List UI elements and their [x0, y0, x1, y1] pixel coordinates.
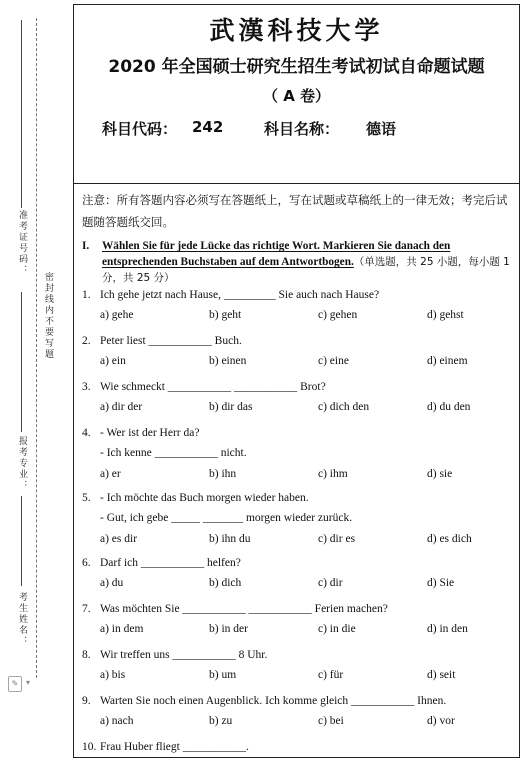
question-text: Wir treffen uns ___________ 8 Uhr. — [100, 649, 268, 661]
question-text: Peter liest ___________ Buch. — [100, 335, 242, 347]
question-number: 4. — [82, 427, 91, 439]
answer-option: b) geht — [209, 309, 242, 321]
answer-option: d) sie — [427, 468, 453, 480]
paste-options-icon[interactable]: ✎ — [8, 676, 22, 692]
question-text-line2: - Ich kenne ___________ nicht. — [100, 447, 247, 459]
chevron-down-icon[interactable]: ▾ — [26, 678, 31, 687]
answer-option: b) dir das — [209, 401, 253, 413]
answer-option: c) dir es — [318, 533, 356, 545]
question-number: 10. — [82, 741, 97, 753]
answer-option: c) dir — [318, 577, 343, 589]
answer-option: b) ihn — [209, 468, 237, 480]
answer-option: d) vor — [427, 715, 455, 727]
question-number: 8. — [82, 649, 91, 661]
name-line — [21, 496, 22, 586]
answer-option: d) du den — [427, 401, 471, 413]
answer-option: a) dir der — [100, 401, 143, 413]
exam-sheet — [73, 4, 520, 758]
exam-notice: 注意：所有答题内容必须写在答题纸上，写在试题或草稿纸上的一律无效；考完后试题随答题纸交回。 — [82, 193, 508, 229]
question-number: 3. — [82, 381, 91, 393]
paper-type: （ A 卷） — [262, 87, 331, 105]
answer-option: d) es dich — [427, 533, 472, 545]
answer-option: d) seit — [427, 669, 456, 681]
question-number: 2. — [82, 335, 91, 347]
answer-option: b) dich — [209, 577, 242, 589]
question-text: - Ich möchte das Buch morgen wieder haben. — [100, 492, 309, 504]
university-logo: 武漢科技大学 — [209, 16, 384, 45]
question-text: Ich gehe jetzt nach Hause, _________ Sie auch nach Hause? — [100, 289, 380, 301]
answer-option: b) in der — [209, 623, 248, 635]
answer-option: a) gehe — [100, 309, 134, 321]
answer-option: b) zu — [209, 715, 233, 727]
subject-code-value: 242 — [192, 118, 224, 136]
section-instruction: Wählen Sie für jede Lücke das richtige Wort. Markieren Sie danach den entsprechenden Buchstaben auf dem Antwortbogen. — [102, 240, 451, 268]
answer-option: c) in die — [318, 623, 356, 635]
major-line — [21, 292, 22, 432]
answer-option: a) bis — [100, 669, 126, 681]
section-note: （单选题，共 25 小题，每小题 1 分，共 25 分） — [102, 256, 510, 284]
answer-option: b) einen — [209, 355, 247, 367]
question-text: Was möchten Sie ___________ ___________ Ferien machen? — [100, 603, 388, 615]
answer-option: b) ihn du — [209, 533, 251, 545]
subject-code-label: 科目代码： — [102, 120, 178, 138]
section-number: I. — [82, 240, 90, 252]
answer-option: c) bei — [318, 715, 344, 727]
major-label: 报考专业： — [17, 436, 27, 491]
question-text-line2: - Gut, ich gebe _____ _______ morgen wieder zurück. — [100, 512, 353, 524]
answer-option: b) um — [209, 669, 237, 681]
seal-dashed-line — [36, 18, 37, 678]
question-number: 6. — [82, 557, 91, 569]
question-text: Warten Sie noch einen Augenblick. Ich komme gleich ___________ Ihnen. — [100, 695, 447, 707]
question-text: Darf ich ___________ helfen? — [100, 557, 241, 569]
question-number: 9. — [82, 695, 91, 707]
answer-option: d) gehst — [427, 309, 464, 321]
binding-gutter — [0, 0, 72, 760]
answer-option: a) er — [100, 468, 121, 480]
question-text: - Wer ist der Herr da? — [100, 427, 200, 439]
question-number: 1. — [82, 289, 91, 301]
subject-name-label: 科目名称： — [264, 120, 340, 138]
answer-option: a) es dir — [100, 533, 138, 545]
question-text: Frau Huber fliegt ___________. — [100, 741, 249, 753]
exam-title: 2020 年全国硕士研究生招生考试初试自命题试题 — [108, 57, 485, 77]
answer-option: a) du — [100, 577, 124, 589]
answer-option: d) Sie — [427, 577, 455, 589]
no-write-notice: 密封线内不要写题 — [43, 272, 53, 360]
answer-option: a) ein — [100, 355, 126, 367]
answer-option: d) in den — [427, 623, 468, 635]
question-number: 7. — [82, 603, 91, 615]
answer-option: d) einem — [427, 355, 468, 367]
answer-option: c) für — [318, 669, 344, 681]
name-label: 考生姓名： — [17, 592, 27, 647]
answer-option: c) dich den — [318, 401, 370, 413]
question-text: Wie schmeckt ___________ ___________ Brot? — [100, 381, 326, 393]
ticket-number-line — [21, 20, 22, 208]
subject-name-value: 德语 — [366, 120, 397, 138]
exam-header — [74, 5, 519, 184]
answer-option: c) gehen — [318, 309, 358, 321]
ticket-number-label: 准考证号码： — [17, 210, 27, 276]
answer-option: a) in dem — [100, 623, 144, 635]
answer-option: c) ihm — [318, 468, 348, 480]
answer-option: c) eine — [318, 355, 349, 367]
answer-option: a) nach — [100, 715, 134, 727]
question-number: 5. — [82, 492, 91, 504]
